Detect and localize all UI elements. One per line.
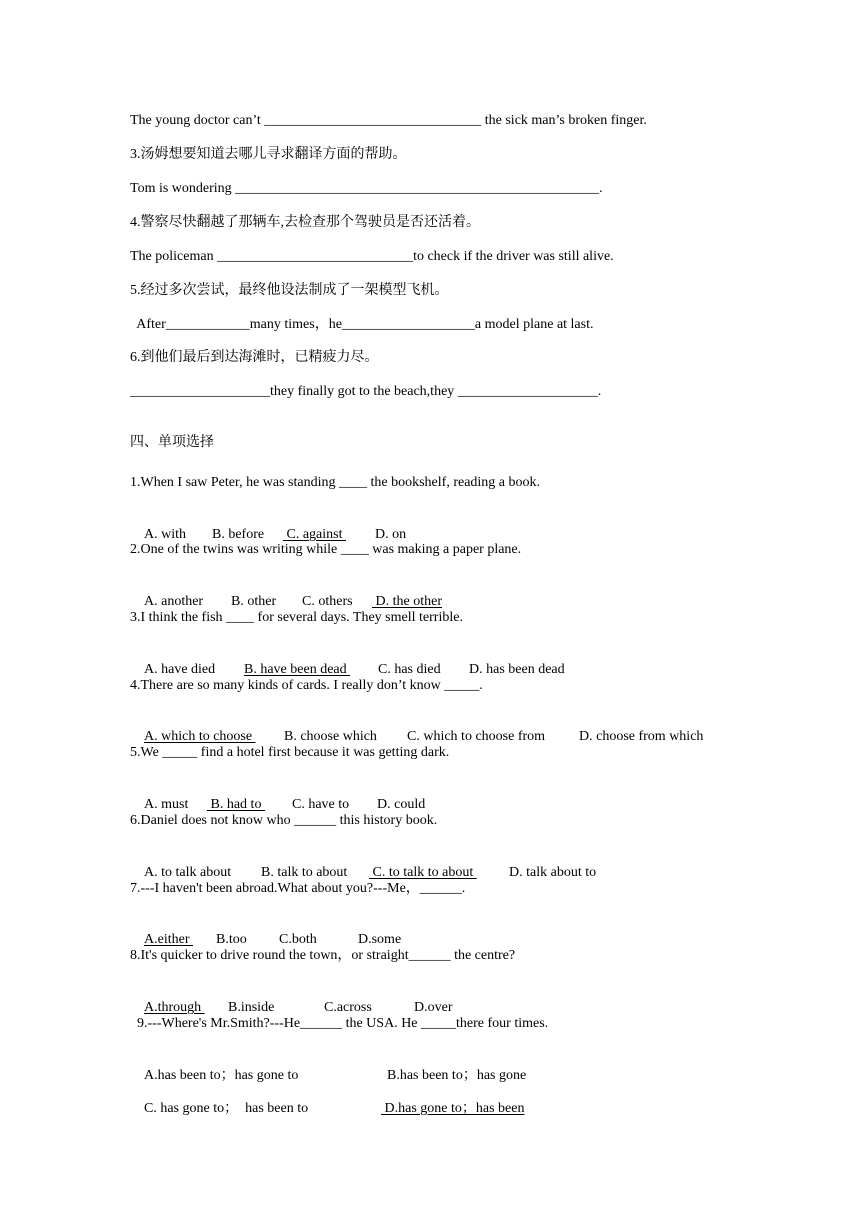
option-b: B.inside xyxy=(228,1000,275,1015)
translation-prompt: 3.汤姆想要知道去哪儿寻求翻译方面的帮助。 xyxy=(130,147,407,162)
option-a-answer: A. which to choose xyxy=(144,729,256,744)
translation-line: The policeman ____________________________to check if the driver was still alive. xyxy=(130,249,614,264)
translation-prompt: 4.警察尽快翻越了那辆车,去检查那个驾驶员是否还活着。 xyxy=(130,215,480,230)
option-d: D. choose from which xyxy=(579,729,704,744)
translation-line: Tom is wondering ____________________________________________________. xyxy=(130,181,603,196)
option-a-answer: A.through xyxy=(144,1000,205,1015)
option-d: D. talk about to xyxy=(509,865,597,880)
section-title: 四、单项选择 xyxy=(130,435,214,450)
option-b: B.too xyxy=(216,932,247,947)
option-b: B. choose which xyxy=(284,729,377,744)
option-b: B. talk to about xyxy=(261,865,348,880)
option-a-answer: A.either xyxy=(144,932,193,947)
question-text: 8.It's quicker to drive round the town，or straight______ the centre? xyxy=(130,948,516,963)
option-c-answer: C. to talk to about xyxy=(369,865,477,880)
option-a: A.has been to；has gone to xyxy=(144,1068,299,1083)
question-text: 1.When I saw Peter, he was standing ____ the bookshelf, reading a book. xyxy=(130,475,541,490)
question-text: 5.We _____ find a hotel first because it was getting dark. xyxy=(130,745,450,760)
option-d: D. on xyxy=(375,527,407,542)
option-b: B.has been to；has gone xyxy=(387,1068,527,1083)
option-d: D. has been dead xyxy=(469,662,565,677)
question-text: 3.I think the fish ____ for several days. They smell terrible. xyxy=(130,610,463,625)
option-c: C.both xyxy=(279,932,317,947)
question-options xyxy=(130,1082,524,1136)
translation-prompt: 6.到他们最后到达海滩时，已精疲力尽。 xyxy=(130,350,379,365)
option-d: D. could xyxy=(377,797,426,812)
question-text: 4.There are so many kinds of cards. I really don’t know _____. xyxy=(130,678,483,693)
option-a: A. have died xyxy=(144,662,216,677)
option-b: B. before xyxy=(212,527,265,542)
option-d: D.some xyxy=(358,932,402,947)
question-text: 2.One of the twins was writing while ____ was making a paper plane. xyxy=(130,542,522,557)
option-c: C. has died xyxy=(378,662,441,677)
option-a: A. with xyxy=(144,527,186,542)
translation-prompt: 5.经过多次尝试，最终他设法制成了一架模型飞机。 xyxy=(130,283,449,298)
option-c: C. has gone to； has been to xyxy=(144,1101,309,1116)
translation-line: The young doctor can’t _______________________________ the sick man’s broken finger. xyxy=(130,113,647,128)
option-a: A. another xyxy=(144,594,204,609)
option-a: A. to talk about xyxy=(144,865,232,880)
option-c: C. have to xyxy=(292,797,350,812)
option-b: B. other xyxy=(231,594,277,609)
option-c-answer: C. against xyxy=(283,527,346,542)
question-text: 7.---I haven't been abroad.What about you?---Me，______. xyxy=(130,881,466,896)
option-c: C.across xyxy=(324,1000,372,1015)
option-d: D.over xyxy=(414,1000,453,1015)
translation-line: After____________many times，he___________________a model plane at last. xyxy=(130,317,594,332)
option-b-answer: B. had to xyxy=(207,797,265,812)
option-c: C. which to choose from xyxy=(407,729,546,744)
question-text: 9.---Where's Mr.Smith?---He______ the USA. He _____there four times. xyxy=(130,1016,549,1031)
question-text: 6.Daniel does not know who ______ this history book. xyxy=(130,813,438,828)
option-a: A. must xyxy=(144,797,189,812)
option-b-answer: B. have been dead xyxy=(244,662,351,677)
option-d-answer: D. the other xyxy=(372,594,442,609)
translation-line: ____________________they finally got to the beach,they ____________________. xyxy=(130,384,602,399)
option-d-answer: D.has gone to；has been xyxy=(381,1101,525,1116)
option-c: C. others xyxy=(302,594,353,609)
